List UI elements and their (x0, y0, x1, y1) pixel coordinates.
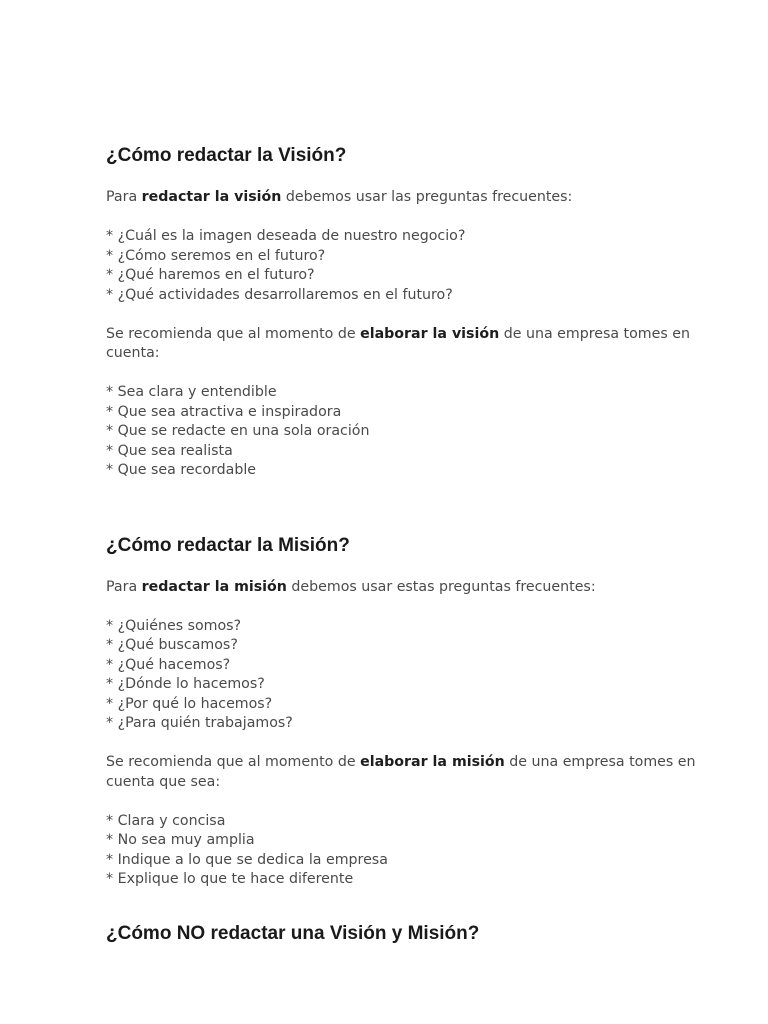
list-item: * ¿Qué actividades desarrollaremos en el futuro? (106, 286, 706, 306)
list-item: * ¿Dónde lo hacemos? (106, 675, 706, 695)
mission-recommend-bold: elaborar la misión (360, 754, 505, 770)
document-content (106, 143, 706, 947)
vision-recommend-text: Se recomienda que al momento de (106, 325, 361, 342)
list-item: * ¿Qué hacemos? (106, 656, 706, 676)
list-item: * ¿Cuál es la imagen deseada de nuestro negocio? (106, 227, 706, 247)
mission-intro (106, 578, 706, 598)
list-item: * ¿Qué buscamos? (106, 636, 706, 656)
vision-heading: ¿Cómo redactar la Visión? (106, 145, 347, 166)
vision-recommend-text-end: de una empresa tomes en cuenta: (106, 325, 690, 361)
mission-intro-text-end: debemos usar estas preguntas frecuentes: (286, 578, 596, 595)
mission-intro-text: Para (106, 578, 142, 595)
vision-tips-list (106, 383, 706, 481)
mission-recommend-text: Se recomienda que al momento de (106, 754, 361, 770)
list-item: * Que sea realista (106, 442, 706, 462)
list-item: * ¿Qué haremos en el futuro? (106, 266, 706, 286)
list-item: * ¿Para quién trabajamos? (106, 714, 706, 734)
vision-recommendation (106, 325, 706, 364)
vision-intro-bold: redactar la visión (141, 189, 282, 205)
list-item: * ¿Quiénes somos? (106, 617, 706, 637)
mission-questions-list (106, 617, 706, 734)
list-item: * ¿Cómo seremos en el futuro? (106, 247, 706, 267)
list-item: * No sea muy amplia (106, 831, 706, 851)
list-item: * Que sea recordable (106, 461, 706, 481)
vision-intro-text-end: debemos usar las preguntas frecuentes: (281, 189, 573, 205)
mission-intro-bold: redactar la misión (141, 578, 287, 595)
final-heading: ¿Cómo NO redactar una Visión y Misión? (106, 922, 480, 944)
list-item: * Indique a lo que se dedica la empresa (106, 851, 706, 871)
mission-recommendation (106, 753, 706, 792)
list-item: * ¿Por qué lo hacemos? (106, 695, 706, 715)
list-item: * Clara y concisa (106, 812, 706, 832)
vision-intro-text: Para (106, 189, 142, 205)
vision-questions-list (106, 227, 706, 305)
mission-recommend-text-end: de una empresa tomes en cuenta que sea: (106, 754, 696, 790)
mission-heading: ¿Cómo redactar la Misión? (106, 534, 350, 556)
list-item: * Que se redacte en una sola oración (106, 422, 706, 442)
list-item: * Que sea atractiva e inspiradora (106, 403, 706, 423)
mission-tips-list (106, 812, 706, 890)
list-item: * Explique lo que te hace diferente (106, 870, 706, 890)
vision-intro (106, 188, 706, 208)
list-item: * Sea clara y entendible (106, 383, 706, 403)
vision-recommend-bold: elaborar la visión (360, 325, 500, 342)
